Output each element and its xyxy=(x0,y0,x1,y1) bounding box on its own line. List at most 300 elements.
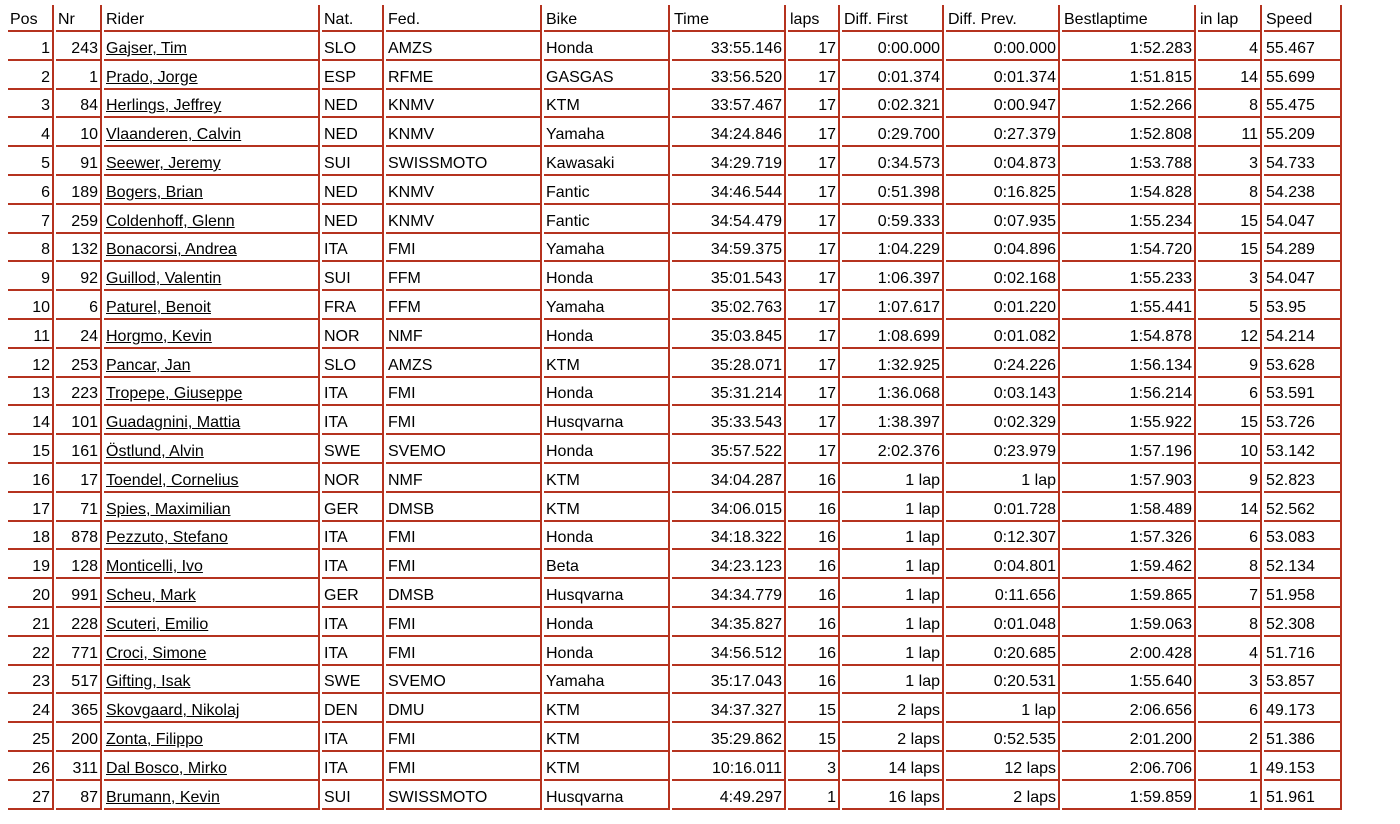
laps-cell: 17 xyxy=(788,118,840,147)
in-lap-cell: 7 xyxy=(1198,579,1262,608)
diff-first-cell: 1 lap xyxy=(842,637,944,666)
bestlaptime-cell: 1:56.134 xyxy=(1062,349,1196,378)
laps-cell: 16 xyxy=(788,464,840,493)
bestlaptime-cell: 1:55.922 xyxy=(1062,406,1196,435)
nr-cell: 311 xyxy=(56,752,102,781)
rider-link[interactable]: Tropepe, Giuseppe xyxy=(106,385,243,403)
fed-cell: SVEMO xyxy=(386,666,542,695)
bestlaptime-cell: 1:54.878 xyxy=(1062,320,1196,349)
in-lap-cell: 15 xyxy=(1198,406,1262,435)
bestlaptime-cell: 1:58.489 xyxy=(1062,493,1196,522)
nat-cell: ITA xyxy=(322,608,384,637)
bike-cell: Yamaha xyxy=(544,291,670,320)
nr-cell: 1 xyxy=(56,61,102,90)
pos-cell: 17 xyxy=(8,493,54,522)
diff-prev-cell: 1 lap xyxy=(946,694,1060,723)
rider-link[interactable]: Vlaanderen, Calvin xyxy=(106,126,242,144)
col-header-bestlaptime: Bestlaptime xyxy=(1062,5,1196,32)
time-cell: 35:31.214 xyxy=(672,378,786,407)
table-row xyxy=(8,61,1342,90)
nr-cell: 24 xyxy=(56,320,102,349)
fed-cell: FMI xyxy=(386,234,542,263)
diff-first-cell: 2:02.376 xyxy=(842,435,944,464)
col-header-laps: laps xyxy=(788,5,840,32)
in-lap-cell: 15 xyxy=(1198,234,1262,263)
pos-cell: 8 xyxy=(8,234,54,263)
bestlaptime-cell: 1:52.283 xyxy=(1062,32,1196,61)
time-cell: 34:35.827 xyxy=(672,608,786,637)
time-cell: 34:29.719 xyxy=(672,147,786,176)
nr-cell: 228 xyxy=(56,608,102,637)
pos-cell: 26 xyxy=(8,752,54,781)
nr-cell: 991 xyxy=(56,579,102,608)
pos-cell: 1 xyxy=(8,32,54,61)
rider-link[interactable]: Pancar, Jan xyxy=(106,356,191,374)
laps-cell: 15 xyxy=(788,723,840,752)
time-cell: 35:01.543 xyxy=(672,262,786,291)
fed-cell: FMI xyxy=(386,723,542,752)
diff-first-cell: 1 lap xyxy=(842,522,944,551)
bike-cell: Husqvarna xyxy=(544,406,670,435)
speed-cell: 55.475 xyxy=(1264,90,1342,119)
rider-link[interactable]: Bogers, Brian xyxy=(106,183,203,201)
table-row xyxy=(8,406,1342,435)
rider-link[interactable]: Dal Bosco, Mirko xyxy=(106,759,227,777)
col-header-nat: Nat. xyxy=(322,5,384,32)
pos-cell: 15 xyxy=(8,435,54,464)
pos-cell: 24 xyxy=(8,694,54,723)
pos-cell: 5 xyxy=(8,147,54,176)
nr-cell: 243 xyxy=(56,32,102,61)
nr-cell: 365 xyxy=(56,694,102,723)
table-row xyxy=(8,320,1342,349)
diff-first-cell: 1 lap xyxy=(842,666,944,695)
nat-cell: SWE xyxy=(322,435,384,464)
rider-cell xyxy=(104,435,320,464)
diff-first-cell: 1 lap xyxy=(842,579,944,608)
time-cell: 35:28.071 xyxy=(672,349,786,378)
bike-cell: Kawasaki xyxy=(544,147,670,176)
rider-cell xyxy=(104,349,320,378)
pos-cell: 7 xyxy=(8,205,54,234)
pos-cell: 12 xyxy=(8,349,54,378)
diff-first-cell: 2 laps xyxy=(842,694,944,723)
diff-prev-cell: 0:00.000 xyxy=(946,32,1060,61)
laps-cell: 15 xyxy=(788,694,840,723)
nat-cell: DEN xyxy=(322,694,384,723)
col-header-nr: Nr xyxy=(56,5,102,32)
nat-cell: SUI xyxy=(322,781,384,810)
fed-cell: KNMV xyxy=(386,118,542,147)
bike-cell: GASGAS xyxy=(544,61,670,90)
fed-cell: SVEMO xyxy=(386,435,542,464)
time-cell: 33:55.146 xyxy=(672,32,786,61)
pos-cell: 11 xyxy=(8,320,54,349)
col-header-in-lap: in lap xyxy=(1198,5,1262,32)
bestlaptime-cell: 1:55.441 xyxy=(1062,291,1196,320)
table-row xyxy=(8,435,1342,464)
time-cell: 35:33.543 xyxy=(672,406,786,435)
diff-prev-cell: 0:03.143 xyxy=(946,378,1060,407)
fed-cell: FMI xyxy=(386,522,542,551)
fed-cell: NMF xyxy=(386,320,542,349)
diff-first-cell: 1:08.699 xyxy=(842,320,944,349)
table-row xyxy=(8,262,1342,291)
table-row xyxy=(8,752,1342,781)
speed-cell: 53.95 xyxy=(1264,291,1342,320)
in-lap-cell: 4 xyxy=(1198,637,1262,666)
rider-link[interactable]: Horgmo, Kevin xyxy=(106,327,212,345)
bestlaptime-cell: 1:57.903 xyxy=(1062,464,1196,493)
bike-cell: Honda xyxy=(544,262,670,291)
diff-prev-cell: 0:23.979 xyxy=(946,435,1060,464)
nat-cell: ITA xyxy=(322,752,384,781)
laps-cell: 17 xyxy=(788,291,840,320)
rider-link[interactable]: Zonta, Filippo xyxy=(106,730,203,748)
time-cell: 34:46.544 xyxy=(672,176,786,205)
in-lap-cell: 1 xyxy=(1198,781,1262,810)
bestlaptime-cell: 1:59.859 xyxy=(1062,781,1196,810)
pos-cell: 13 xyxy=(8,378,54,407)
bestlaptime-cell: 1:55.233 xyxy=(1062,262,1196,291)
rider-link[interactable]: Guadagnini, Mattia xyxy=(106,414,241,432)
in-lap-cell: 4 xyxy=(1198,32,1262,61)
bestlaptime-cell: 1:55.234 xyxy=(1062,205,1196,234)
in-lap-cell: 3 xyxy=(1198,666,1262,695)
rider-link[interactable]: Gajser, Tim xyxy=(106,39,187,57)
rider-cell xyxy=(104,176,320,205)
in-lap-cell: 6 xyxy=(1198,522,1262,551)
speed-cell: 51.958 xyxy=(1264,579,1342,608)
rider-cell xyxy=(104,205,320,234)
fed-cell: DMSB xyxy=(386,579,542,608)
rider-cell xyxy=(104,464,320,493)
diff-first-cell: 1:04.229 xyxy=(842,234,944,263)
table-row xyxy=(8,579,1342,608)
col-header-pos: Pos xyxy=(8,5,54,32)
nr-cell: 87 xyxy=(56,781,102,810)
rider-link[interactable]: Coldenhoff, Glenn xyxy=(106,212,235,230)
pos-cell: 23 xyxy=(8,666,54,695)
laps-cell: 17 xyxy=(788,349,840,378)
rider-cell xyxy=(104,147,320,176)
bike-cell: Beta xyxy=(544,550,670,579)
bike-cell: KTM xyxy=(544,464,670,493)
fed-cell: NMF xyxy=(386,464,542,493)
time-cell: 34:23.123 xyxy=(672,550,786,579)
table-row xyxy=(8,90,1342,119)
header-row xyxy=(8,5,1342,32)
bike-cell: KTM xyxy=(544,90,670,119)
laps-cell: 17 xyxy=(788,32,840,61)
diff-first-cell: 0:59.333 xyxy=(842,205,944,234)
nr-cell: 517 xyxy=(56,666,102,695)
fed-cell: RFME xyxy=(386,61,542,90)
in-lap-cell: 11 xyxy=(1198,118,1262,147)
speed-cell: 55.209 xyxy=(1264,118,1342,147)
fed-cell: KNMV xyxy=(386,205,542,234)
time-cell: 34:18.322 xyxy=(672,522,786,551)
nat-cell: ITA xyxy=(322,406,384,435)
laps-cell: 17 xyxy=(788,435,840,464)
speed-cell: 51.386 xyxy=(1264,723,1342,752)
diff-prev-cell: 0:20.685 xyxy=(946,637,1060,666)
in-lap-cell: 9 xyxy=(1198,464,1262,493)
laps-cell: 17 xyxy=(788,406,840,435)
rider-link[interactable]: Seewer, Jeremy xyxy=(106,154,221,172)
rider-link[interactable]: Paturel, Benoit xyxy=(106,298,211,316)
rider-link[interactable]: Skovgaard, Nikolaj xyxy=(106,702,240,720)
in-lap-cell: 10 xyxy=(1198,435,1262,464)
bike-cell: Honda xyxy=(544,608,670,637)
table-row xyxy=(8,349,1342,378)
bestlaptime-cell: 2:06.656 xyxy=(1062,694,1196,723)
rider-link[interactable]: Scuteri, Emilio xyxy=(106,615,209,633)
fed-cell: AMZS xyxy=(386,349,542,378)
table-row xyxy=(8,291,1342,320)
laps-cell: 16 xyxy=(788,579,840,608)
table-row xyxy=(8,608,1342,637)
rider-link[interactable]: Brumann, Kevin xyxy=(106,788,220,806)
col-header-diff-prev: Diff. Prev. xyxy=(946,5,1060,32)
nat-cell: GER xyxy=(322,579,384,608)
table-row xyxy=(8,234,1342,263)
table-row xyxy=(8,550,1342,579)
speed-cell: 52.134 xyxy=(1264,550,1342,579)
in-lap-cell: 9 xyxy=(1198,349,1262,378)
time-cell: 34:59.375 xyxy=(672,234,786,263)
rider-link[interactable]: Scheu, Mark xyxy=(106,586,196,604)
bestlaptime-cell: 1:59.462 xyxy=(1062,550,1196,579)
in-lap-cell: 15 xyxy=(1198,205,1262,234)
nr-cell: 878 xyxy=(56,522,102,551)
laps-cell: 17 xyxy=(788,378,840,407)
speed-cell: 55.467 xyxy=(1264,32,1342,61)
rider-link[interactable]: Prado, Jorge xyxy=(106,68,198,86)
bike-cell: Honda xyxy=(544,522,670,551)
bestlaptime-cell: 2:00.428 xyxy=(1062,637,1196,666)
diff-first-cell: 1:32.925 xyxy=(842,349,944,378)
in-lap-cell: 3 xyxy=(1198,147,1262,176)
fed-cell: AMZS xyxy=(386,32,542,61)
rider-link[interactable]: Bonacorsi, Andrea xyxy=(106,241,237,259)
bike-cell: Fantic xyxy=(544,205,670,234)
rider-link[interactable]: Pezzuto, Stefano xyxy=(106,529,228,547)
diff-prev-cell: 0:24.226 xyxy=(946,349,1060,378)
diff-first-cell: 1 lap xyxy=(842,464,944,493)
speed-cell: 54.238 xyxy=(1264,176,1342,205)
pos-cell: 14 xyxy=(8,406,54,435)
in-lap-cell: 5 xyxy=(1198,291,1262,320)
nat-cell: NED xyxy=(322,90,384,119)
nat-cell: NOR xyxy=(322,464,384,493)
in-lap-cell: 8 xyxy=(1198,550,1262,579)
nr-cell: 771 xyxy=(56,637,102,666)
nr-cell: 71 xyxy=(56,493,102,522)
bike-cell: Honda xyxy=(544,378,670,407)
bestlaptime-cell: 2:06.706 xyxy=(1062,752,1196,781)
diff-prev-cell: 0:02.168 xyxy=(946,262,1060,291)
rider-cell xyxy=(104,493,320,522)
fed-cell: DMSB xyxy=(386,493,542,522)
bike-cell: Honda xyxy=(544,320,670,349)
nat-cell: NED xyxy=(322,118,384,147)
nat-cell: SUI xyxy=(322,147,384,176)
pos-cell: 6 xyxy=(8,176,54,205)
bestlaptime-cell: 1:57.326 xyxy=(1062,522,1196,551)
nat-cell: SLO xyxy=(322,349,384,378)
table-row xyxy=(8,118,1342,147)
time-cell: 34:24.846 xyxy=(672,118,786,147)
bike-cell: Honda xyxy=(544,435,670,464)
pos-cell: 16 xyxy=(8,464,54,493)
rider-link[interactable]: Monticelli, Ivo xyxy=(106,558,203,576)
diff-first-cell: 16 laps xyxy=(842,781,944,810)
diff-prev-cell: 0:04.873 xyxy=(946,147,1060,176)
rider-cell xyxy=(104,550,320,579)
diff-prev-cell: 0:04.896 xyxy=(946,234,1060,263)
bestlaptime-cell: 1:52.808 xyxy=(1062,118,1196,147)
fed-cell: FMI xyxy=(386,406,542,435)
laps-cell: 17 xyxy=(788,61,840,90)
bestlaptime-cell: 1:56.214 xyxy=(1062,378,1196,407)
speed-cell: 54.047 xyxy=(1264,262,1342,291)
pos-cell: 2 xyxy=(8,61,54,90)
speed-cell: 53.142 xyxy=(1264,435,1342,464)
table-row xyxy=(8,464,1342,493)
in-lap-cell: 14 xyxy=(1198,61,1262,90)
bike-cell: Yamaha xyxy=(544,234,670,263)
bike-cell: Fantic xyxy=(544,176,670,205)
diff-first-cell: 1:06.397 xyxy=(842,262,944,291)
rider-link[interactable]: Guillod, Valentin xyxy=(106,270,222,288)
diff-prev-cell: 0:01.728 xyxy=(946,493,1060,522)
rider-cell xyxy=(104,262,320,291)
nr-cell: 84 xyxy=(56,90,102,119)
speed-cell: 49.153 xyxy=(1264,752,1342,781)
nat-cell: SLO xyxy=(322,32,384,61)
speed-cell: 53.083 xyxy=(1264,522,1342,551)
pos-cell: 18 xyxy=(8,522,54,551)
pos-cell: 27 xyxy=(8,781,54,810)
table-row xyxy=(8,666,1342,695)
diff-prev-cell: 0:00.947 xyxy=(946,90,1060,119)
rider-cell xyxy=(104,579,320,608)
bike-cell: KTM xyxy=(544,694,670,723)
col-header-bike: Bike xyxy=(544,5,670,32)
speed-cell: 54.733 xyxy=(1264,147,1342,176)
rider-cell xyxy=(104,608,320,637)
nat-cell: NED xyxy=(322,205,384,234)
bestlaptime-cell: 1:55.640 xyxy=(1062,666,1196,695)
speed-cell: 49.173 xyxy=(1264,694,1342,723)
table-row xyxy=(8,493,1342,522)
in-lap-cell: 3 xyxy=(1198,262,1262,291)
bike-cell: Honda xyxy=(544,32,670,61)
rider-cell xyxy=(104,32,320,61)
nr-cell: 253 xyxy=(56,349,102,378)
bestlaptime-cell: 1:51.815 xyxy=(1062,61,1196,90)
in-lap-cell: 8 xyxy=(1198,608,1262,637)
bike-cell: KTM xyxy=(544,349,670,378)
diff-first-cell: 0:51.398 xyxy=(842,176,944,205)
col-header-fed: Fed. xyxy=(386,5,542,32)
speed-cell: 53.857 xyxy=(1264,666,1342,695)
time-cell: 34:37.327 xyxy=(672,694,786,723)
diff-prev-cell: 0:01.082 xyxy=(946,320,1060,349)
table-row xyxy=(8,32,1342,61)
nat-cell: ITA xyxy=(322,378,384,407)
nr-cell: 132 xyxy=(56,234,102,263)
laps-cell: 17 xyxy=(788,262,840,291)
diff-first-cell: 1:07.617 xyxy=(842,291,944,320)
rider-link[interactable]: Croci, Simone xyxy=(106,644,207,662)
diff-first-cell: 0:29.700 xyxy=(842,118,944,147)
time-cell: 34:04.287 xyxy=(672,464,786,493)
col-header-diff-first: Diff. First xyxy=(842,5,944,32)
table-row xyxy=(8,694,1342,723)
laps-cell: 16 xyxy=(788,666,840,695)
nr-cell: 161 xyxy=(56,435,102,464)
table-row xyxy=(8,522,1342,551)
nr-cell: 200 xyxy=(56,723,102,752)
rider-link[interactable]: Toendel, Cornelius xyxy=(106,471,239,489)
diff-prev-cell: 0:16.825 xyxy=(946,176,1060,205)
fed-cell: FFM xyxy=(386,291,542,320)
rider-cell xyxy=(104,61,320,90)
rider-link[interactable]: Herlings, Jeffrey xyxy=(106,97,222,115)
table-row xyxy=(8,205,1342,234)
laps-cell: 16 xyxy=(788,493,840,522)
bike-cell: Husqvarna xyxy=(544,579,670,608)
diff-first-cell: 1 lap xyxy=(842,608,944,637)
nr-cell: 259 xyxy=(56,205,102,234)
fed-cell: KNMV xyxy=(386,176,542,205)
pos-cell: 10 xyxy=(8,291,54,320)
bestlaptime-cell: 1:59.063 xyxy=(1062,608,1196,637)
diff-first-cell: 0:02.321 xyxy=(842,90,944,119)
rider-link[interactable]: Spies, Maximilian xyxy=(106,500,231,518)
pos-cell: 22 xyxy=(8,637,54,666)
rider-cell xyxy=(104,320,320,349)
laps-cell: 17 xyxy=(788,176,840,205)
rider-link[interactable]: Gifting, Isak xyxy=(106,673,191,691)
bestlaptime-cell: 1:53.788 xyxy=(1062,147,1196,176)
pos-cell: 9 xyxy=(8,262,54,291)
nr-cell: 17 xyxy=(56,464,102,493)
in-lap-cell: 6 xyxy=(1198,694,1262,723)
in-lap-cell: 8 xyxy=(1198,176,1262,205)
speed-cell: 52.823 xyxy=(1264,464,1342,493)
time-cell: 35:29.862 xyxy=(672,723,786,752)
results-body xyxy=(8,32,1342,810)
pos-cell: 3 xyxy=(8,90,54,119)
rider-link[interactable]: Östlund, Alvin xyxy=(106,442,204,460)
diff-prev-cell: 0:01.220 xyxy=(946,291,1060,320)
speed-cell: 54.047 xyxy=(1264,205,1342,234)
rider-cell xyxy=(104,234,320,263)
in-lap-cell: 2 xyxy=(1198,723,1262,752)
laps-cell: 17 xyxy=(788,205,840,234)
diff-prev-cell: 0:02.329 xyxy=(946,406,1060,435)
nat-cell: FRA xyxy=(322,291,384,320)
time-cell: 35:17.043 xyxy=(672,666,786,695)
pos-cell: 25 xyxy=(8,723,54,752)
in-lap-cell: 6 xyxy=(1198,378,1262,407)
diff-prev-cell: 0:01.048 xyxy=(946,608,1060,637)
nat-cell: NED xyxy=(322,176,384,205)
bestlaptime-cell: 1:52.266 xyxy=(1062,90,1196,119)
